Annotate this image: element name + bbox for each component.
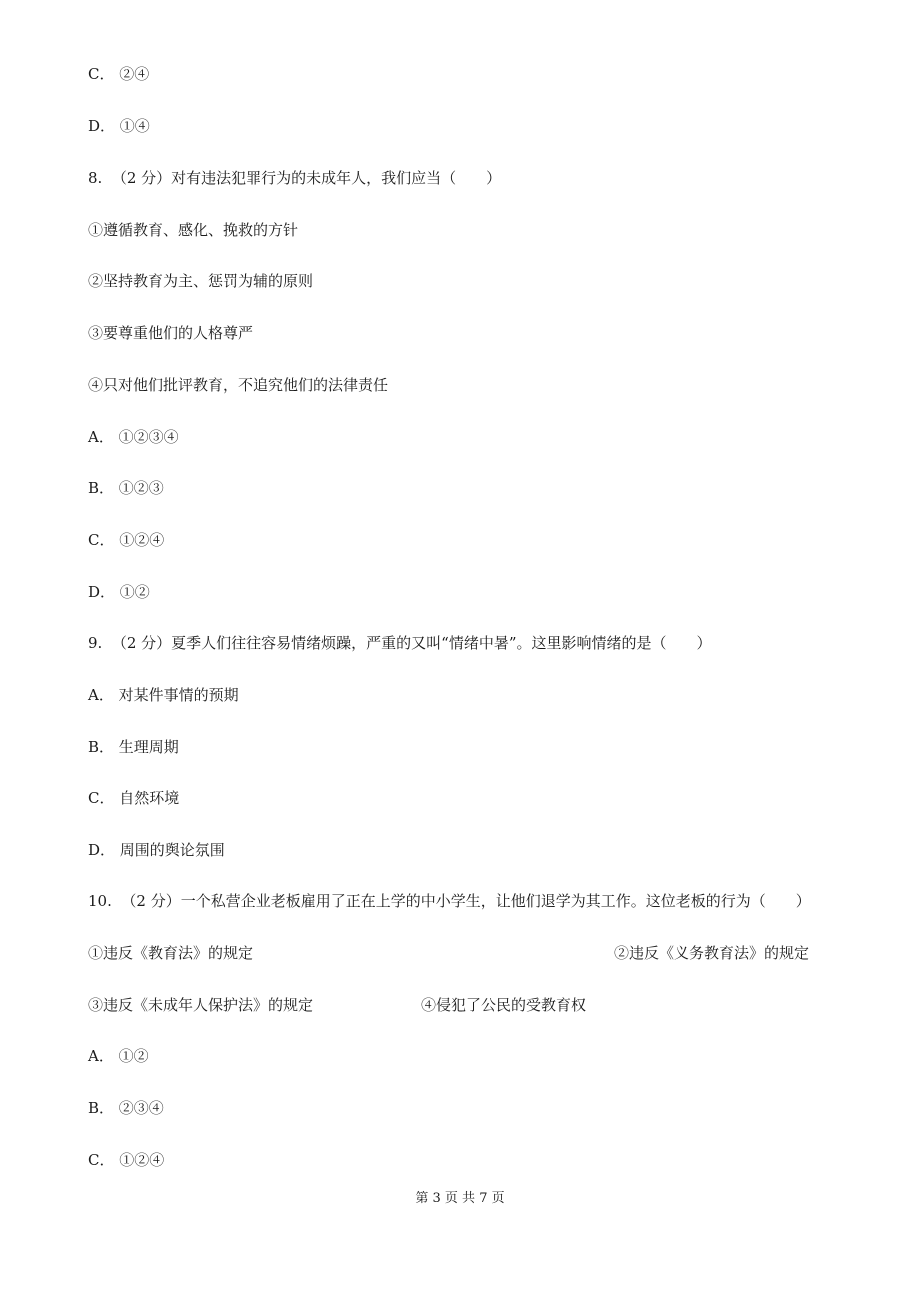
q10-statement-2: ②违反《义务教育法》的规定 — [614, 944, 810, 962]
page-number-footer: 第 3 页 共 7 页 — [415, 1191, 505, 1206]
q8-statement-3: ③要尊重他们的人格尊严 — [88, 324, 254, 342]
q10-statement-4: ④侵犯了公民的受教育权 — [421, 996, 587, 1014]
q7-option-c: C． ②④ — [88, 65, 150, 83]
q8-option-b: B． ①②③ — [88, 479, 164, 497]
q8-option-c: C． ①②④ — [88, 531, 165, 549]
q10-stem: 10. （2 分）一个私营企业老板雇用了正在上学的中小学生，让他们退学为其工作。这位老板的行为（ ） — [88, 892, 811, 910]
q8-stem: 8. （2 分）对有违法犯罪行为的未成年人，我们应当（ ） — [88, 169, 502, 187]
q8-statement-4: ④只对他们批评教育，不追究他们的法律责任 — [88, 376, 389, 394]
q9-option-b: B． 生理周期 — [88, 738, 179, 756]
q10-statement-3: ③违反《未成年人保护法》的规定 — [88, 996, 314, 1014]
q8-option-d: D． ①② — [88, 583, 150, 601]
q8-statement-1: ①遵循教育、感化、挽救的方针 — [88, 221, 299, 239]
q8-option-a: A． ①②③④ — [88, 428, 179, 446]
q9-option-d: D． 周围的舆论氛围 — [88, 841, 225, 859]
q10-option-a: A． ①② — [88, 1047, 149, 1065]
q8-statement-2: ②坚持教育为主、惩罚为辅的原则 — [88, 272, 314, 290]
q9-option-a: A． 对某件事情的预期 — [88, 686, 239, 704]
q9-stem: 9. （2 分）夏季人们往往容易情绪烦躁，严重的又叫“情绪中暑”。这里影响情绪的是（ ） — [88, 634, 712, 652]
q10-option-b: B． ②③④ — [88, 1099, 164, 1117]
q9-option-c: C． 自然环境 — [88, 789, 180, 807]
q10-option-c: C． ①②④ — [88, 1151, 165, 1169]
q10-statement-1: ①违反《教育法》的规定 — [88, 944, 254, 962]
q7-option-d: D． ①④ — [88, 117, 150, 135]
